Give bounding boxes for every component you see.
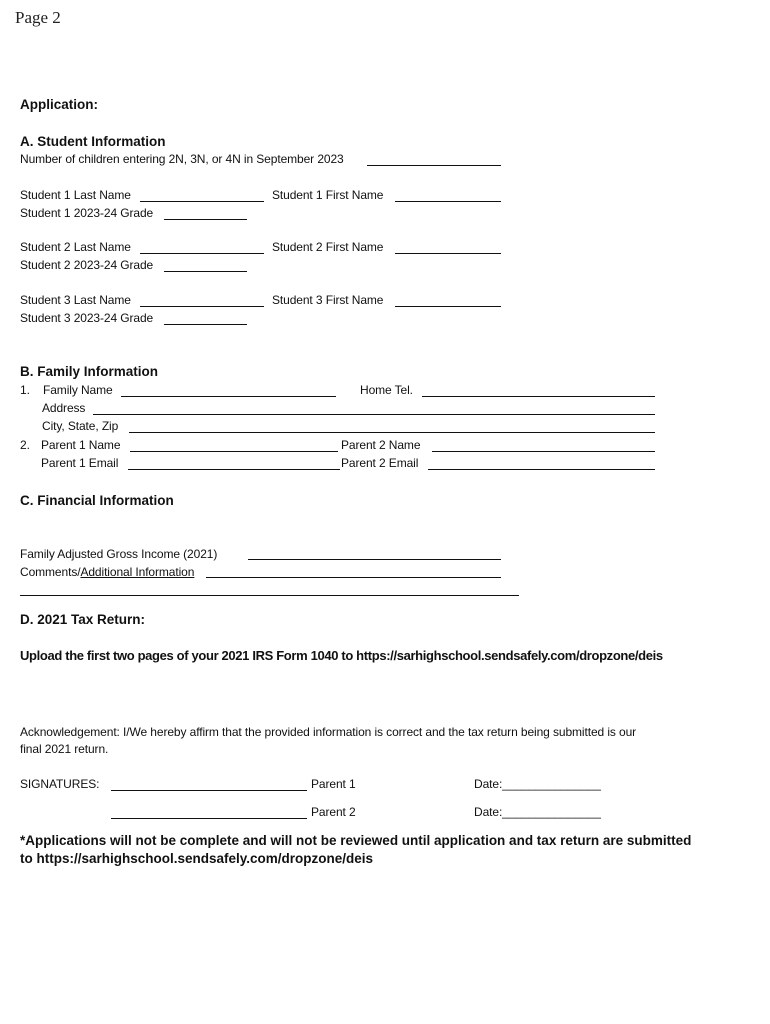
children-count-label: Number of children entering 2N, 3N, or 4N in September 2023 [20,152,344,166]
parent1-name-label: Parent 1 Name [41,438,121,452]
children-count-field[interactable] [367,165,501,166]
student1-grade-label: Student 1 2023-24 Grade [20,206,154,220]
comments-underlined: Additional Information [80,565,195,579]
student3-first-name-field[interactable] [395,306,501,307]
student3-first-name-label: Student 3 First Name [272,293,384,307]
student3-grade-field[interactable] [164,324,247,325]
student2-last-name-label: Student 2 Last Name [20,240,131,254]
acknowledgement-line2: final 2021 return. [20,742,109,756]
parent2-email-label: Parent 2 Email [341,456,419,470]
student2-last-name-field[interactable] [140,253,264,254]
parent2-signature-label: Parent 2 [311,805,356,819]
acknowledgement-line1: Acknowledgement: I/We hereby affirm that the provided information is correct and the tax return being submitted is our [20,725,637,739]
family-name-label: Family Name [43,383,113,397]
income-field[interactable] [248,559,501,560]
parent1-signature-label: Parent 1 [311,777,356,791]
student3-last-name-label: Student 3 Last Name [20,293,131,307]
student1-first-name-label: Student 1 First Name [272,188,384,202]
address-field[interactable] [93,414,655,415]
family-info-heading: B. Family Information [20,364,159,379]
item-number-2: 2. [20,438,30,452]
student1-grade-field[interactable] [164,219,247,220]
student3-grade-label: Student 3 2023-24 Grade [20,311,154,325]
parent1-email-field[interactable] [128,469,340,470]
parent2-signature-field[interactable] [111,818,307,819]
financial-info-heading: C. Financial Information [20,493,174,508]
student-info-heading: A. Student Information [20,134,166,149]
home-tel-field[interactable] [422,396,655,397]
comments-field-line2[interactable] [20,595,519,596]
parent2-email-field[interactable] [428,469,655,470]
student2-grade-label: Student 2 2023-24 Grade [20,258,154,272]
upload-instruction: Upload the first two pages of your 2021 IRS Form 1040 to https://sarhighschool.sendsafely.com/dropzone/deis [20,648,663,663]
application-title: Application: [20,97,98,112]
page-number: Page 2 [15,8,61,27]
parent2-date-field[interactable]: Date:_______________ [474,805,601,819]
income-label: Family Adjusted Gross Income (2021) [20,547,218,561]
parent1-date-field[interactable]: Date:_______________ [474,777,601,791]
student1-first-name-field[interactable] [395,201,501,202]
city-state-zip-field[interactable] [129,432,655,433]
footer-note-line1: *Applications will not be complete and will not be reviewed until application and tax return are submitted [20,833,692,848]
family-name-field[interactable] [121,396,336,397]
student1-last-name-label: Student 1 Last Name [20,188,131,202]
item-number-1: 1. [20,383,30,397]
parent1-email-label: Parent 1 Email [41,456,119,470]
parent1-signature-field[interactable] [111,790,307,791]
home-tel-label: Home Tel. [360,383,413,397]
comments-prefix: Comments/ [20,565,81,579]
address-label: Address [42,401,86,415]
comments-label [20,566,194,578]
signatures-label: SIGNATURES: [20,777,100,791]
comments-field[interactable] [206,577,501,578]
student1-last-name-field[interactable] [140,201,264,202]
parent2-name-label: Parent 2 Name [341,438,421,452]
student3-last-name-field[interactable] [140,306,264,307]
city-state-zip-label: City, State, Zip [42,419,119,433]
student2-grade-field[interactable] [164,271,247,272]
parent2-name-field[interactable] [432,451,655,452]
student2-first-name-field[interactable] [395,253,501,254]
tax-return-heading: D. 2021 Tax Return: [20,612,146,627]
student2-first-name-label: Student 2 First Name [272,240,384,254]
footer-note-line2: to https://sarhighschool.sendsafely.com/dropzone/deis [20,851,374,866]
parent1-name-field[interactable] [130,451,338,452]
